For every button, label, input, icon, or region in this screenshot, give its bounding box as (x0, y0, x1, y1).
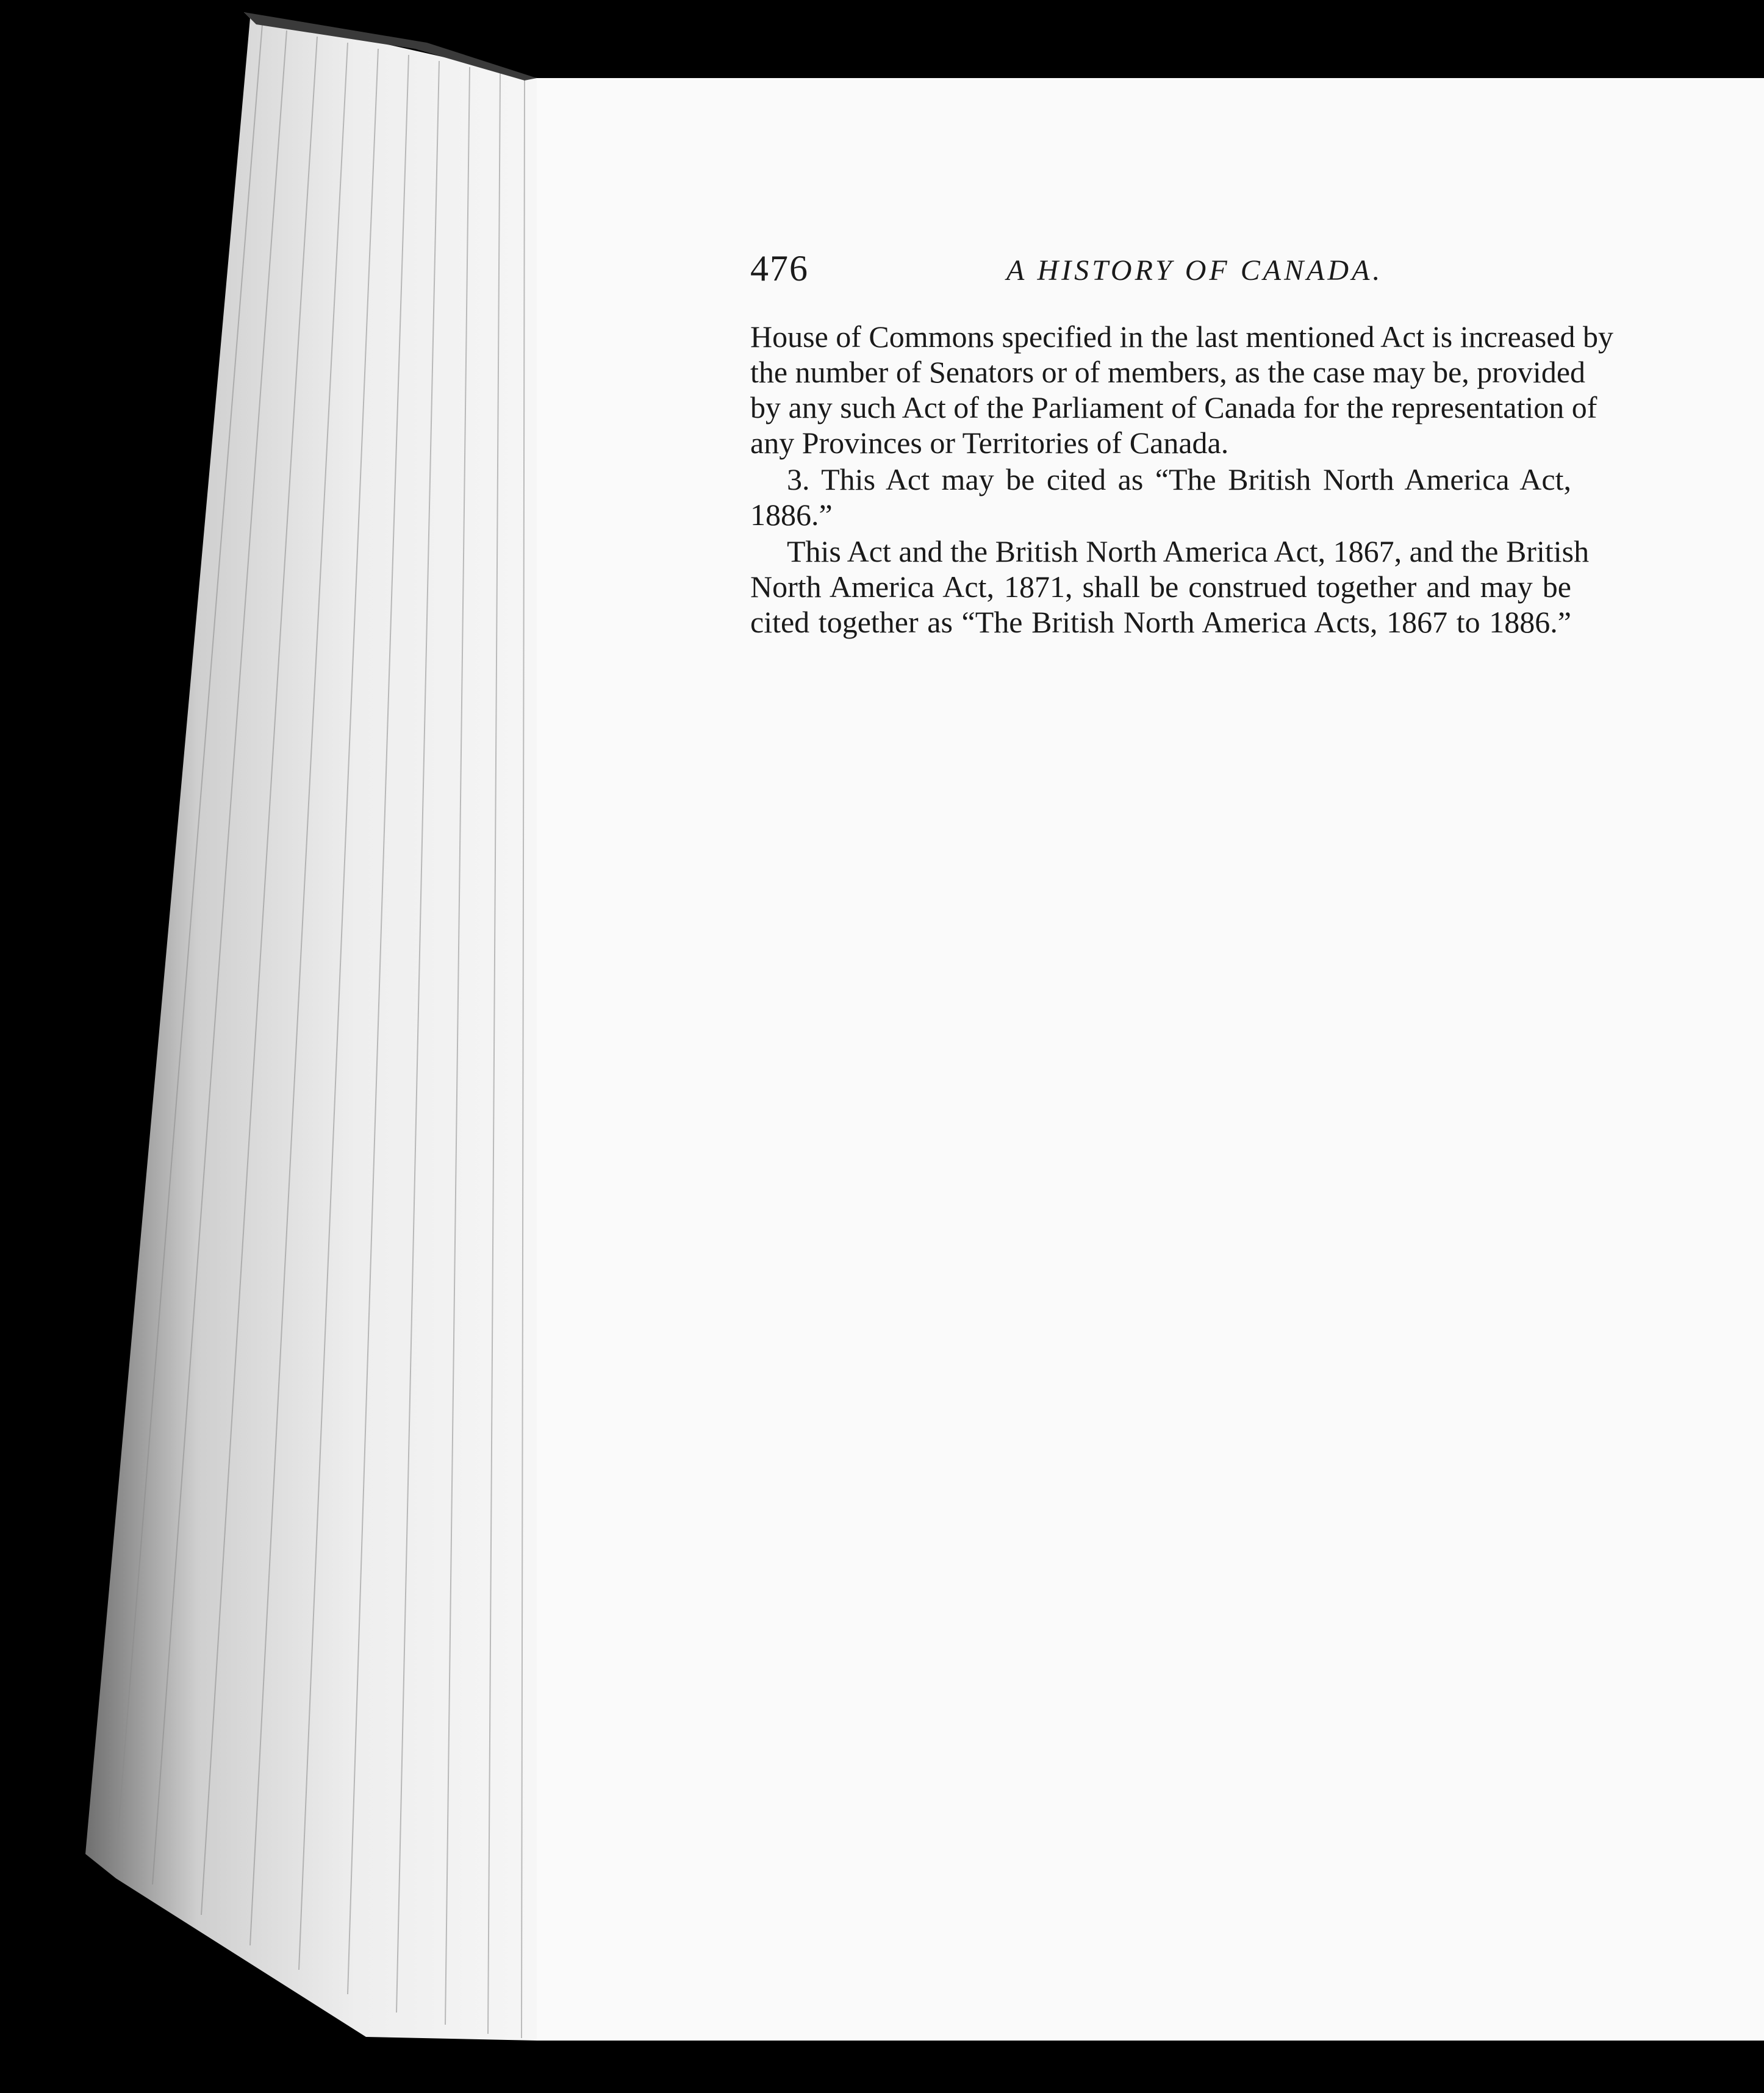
book-page (537, 78, 1764, 2041)
text-line: any Provinces or Territories of Canada. (750, 426, 1229, 460)
paragraph (750, 462, 1571, 532)
text-line: House of Commons specified in the last mentioned Act is increased by (750, 320, 1613, 354)
page-number: 476 (750, 248, 809, 288)
text-line: cited together as “The British North America Acts, 1867 to 1886.” (750, 605, 1571, 639)
text-line: by any such Act of the Parliament of Canada for the representation of (750, 390, 1597, 424)
running-head: A HISTORY OF CANADA. (1006, 254, 1383, 287)
text-line: the number of Senators or of members, as the case may be, provided (750, 355, 1586, 389)
paragraph (750, 534, 1590, 640)
text-line: This Act and the British North America Act, 1867, and the British (787, 534, 1590, 568)
text-line: North America Act, 1871, shall be construed together and may be (750, 570, 1571, 604)
paragraph (750, 319, 1613, 460)
text-line: 1886.” (750, 498, 833, 532)
page-body-text (750, 319, 1613, 641)
page-header (750, 248, 1571, 315)
text-line: 3. This Act may be cited as “The British North America Act, (787, 462, 1571, 496)
